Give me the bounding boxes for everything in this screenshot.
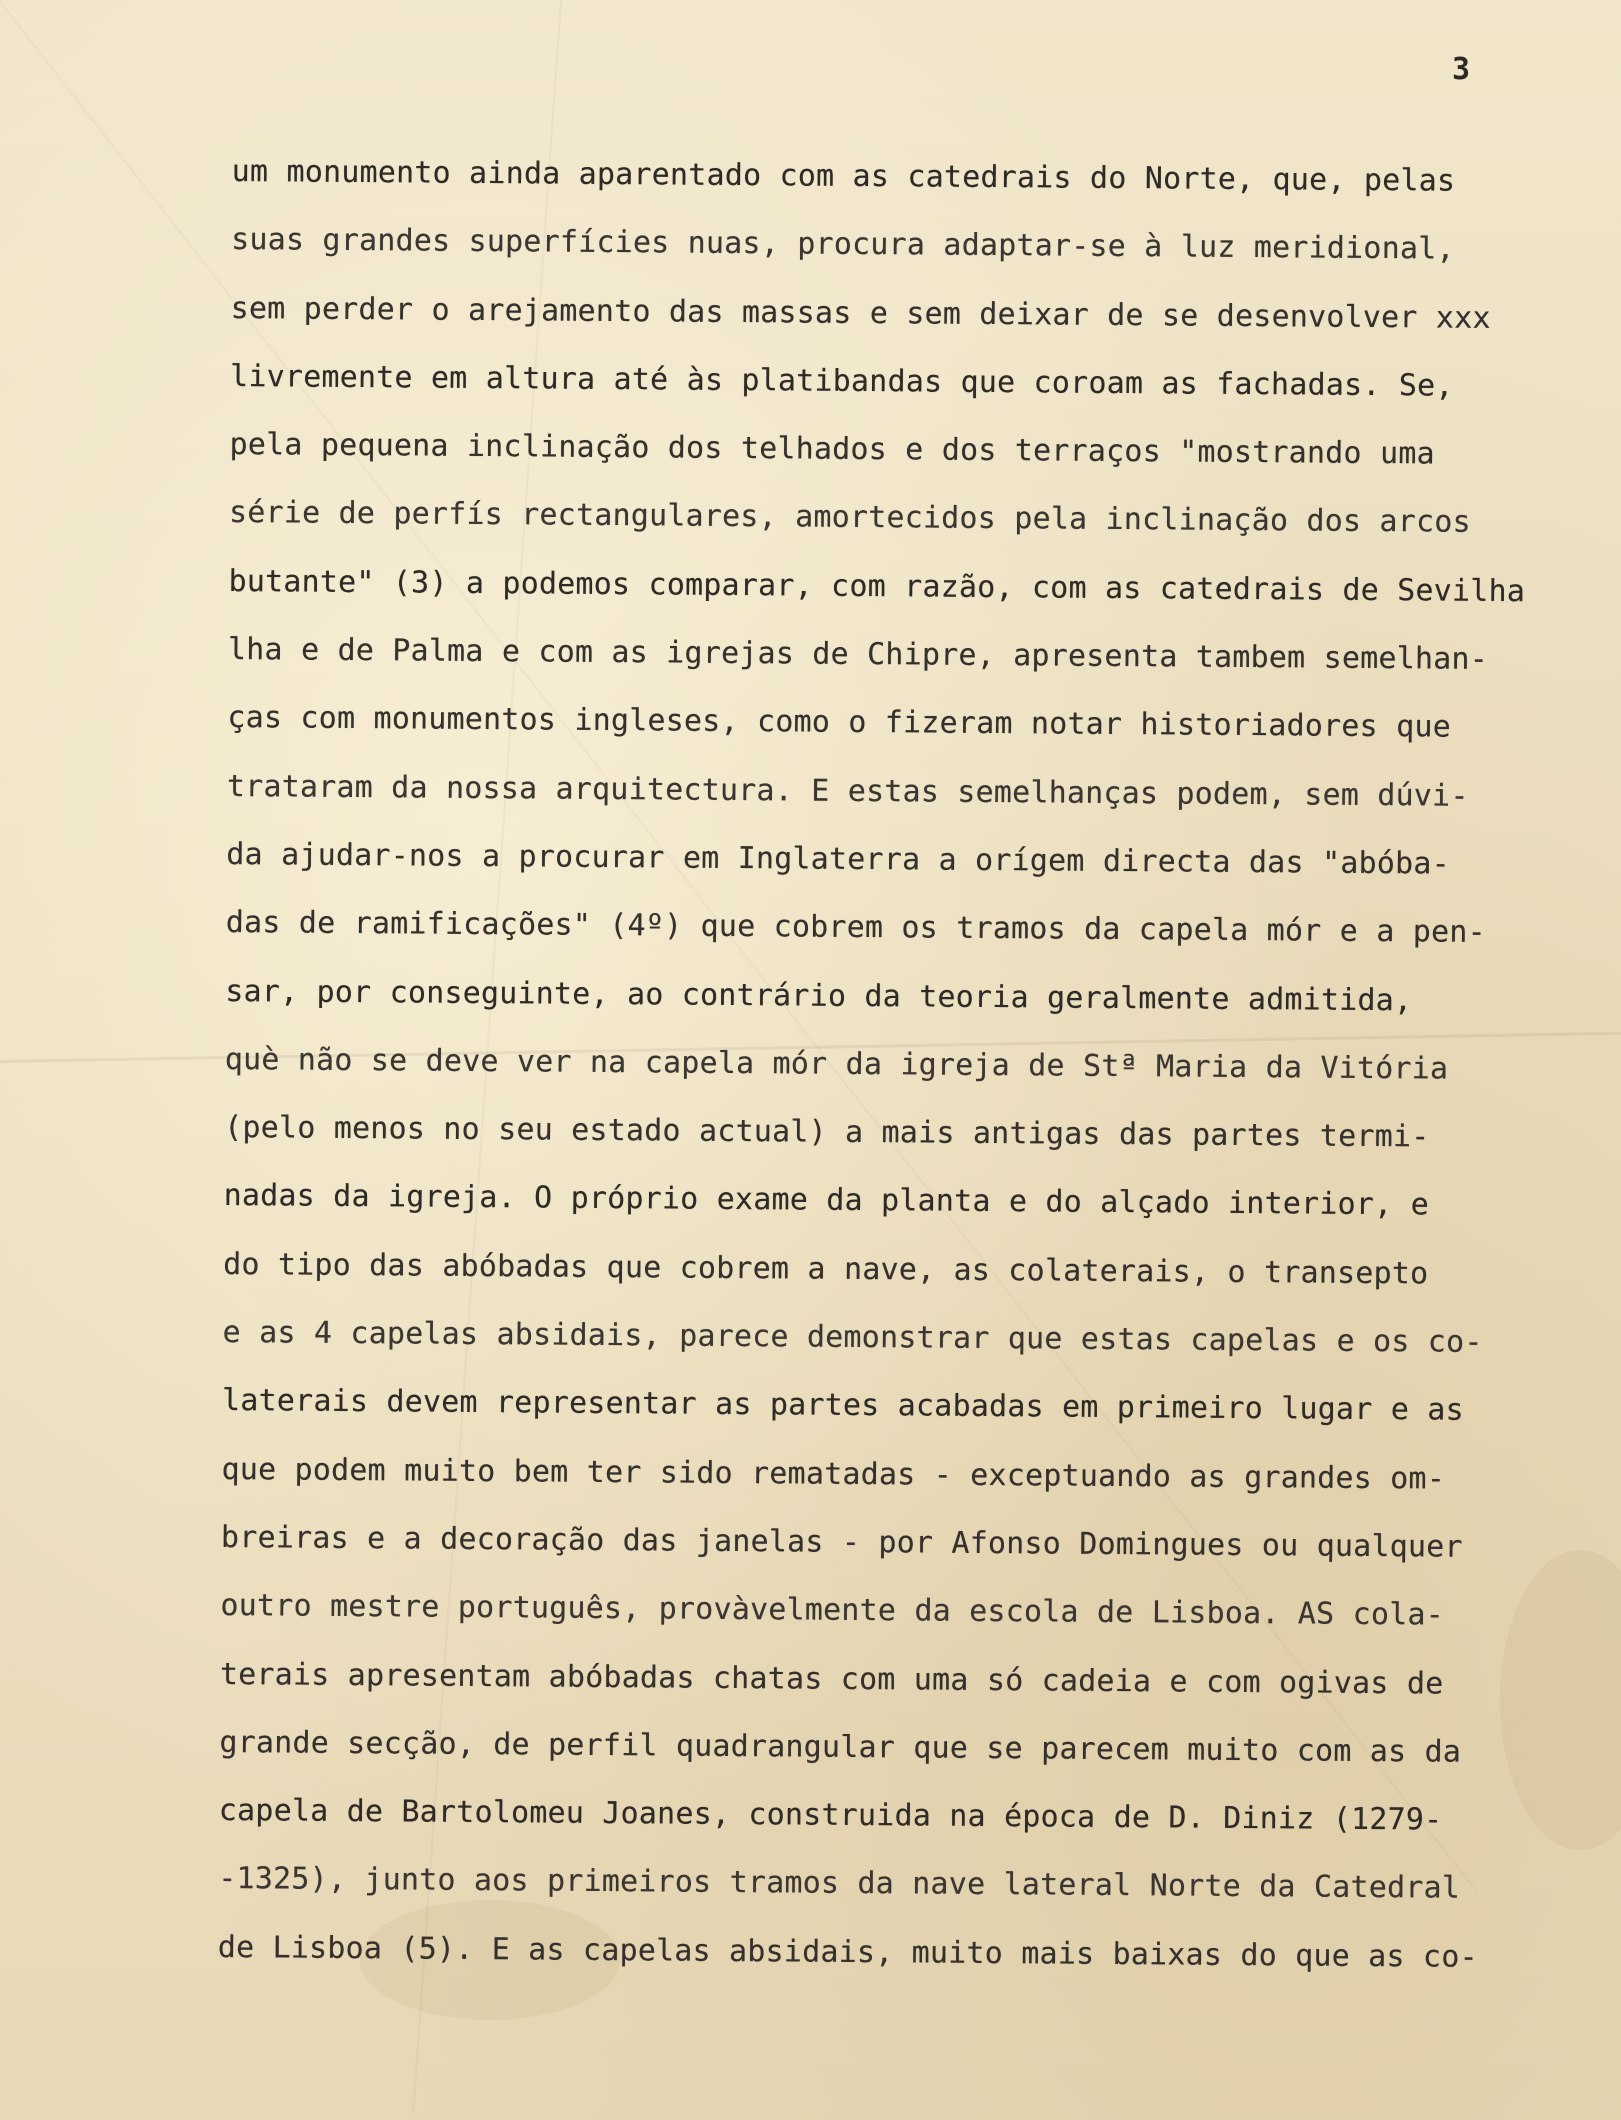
text-line: do tipo das abóbadas que cobrem a nave, as colaterais, o transepto: [223, 1246, 1429, 1292]
text-line: sar, por conseguinte, ao contrário da teoria geralmente admitida,: [225, 973, 1413, 1018]
text-line: breiras e a decoração das janelas - por Afonso Domingues ou qualquer: [220, 1519, 1463, 1565]
text-line: que podem muito bem ter sido rematadas - exceptuando as grandes om-: [221, 1451, 1446, 1497]
page-number: 3: [1452, 52, 1471, 87]
text-line: terais apresentam abóbadas chatas com uma só cadeia e com ogivas de: [219, 1656, 1444, 1702]
text-line: pela pequena inclinação dos telhados e dos terraços "mostrando uma: [229, 427, 1435, 472]
text-line: -1325), junto aos primeiros tramos da nave lateral Norte da Catedral: [218, 1861, 1461, 1907]
text-line: lha e de Palma e com as igrejas de Chipre, apresenta tambem semelhan-: [227, 632, 1489, 677]
text-line: ças com monumentos ingleses, como o fizeram notar historiadores que: [227, 700, 1452, 745]
text-line: capela de Bartolomeu Joanes, construida na época de D. Diniz (1279-: [218, 1793, 1443, 1838]
text-line: butante" (3) a podemos comparar, com razão, com as catedrais de Sevilha: [228, 563, 1526, 609]
text-line: (pelo menos no seu estado actual) a mais antigas das partes termi-: [224, 1110, 1430, 1155]
text-line: sem perder o arejamento das massas e sem deixar de se desenvolver xxx: [230, 290, 1491, 336]
text-line: laterais devem representar as partes acabadas em primeiro lugar e as: [221, 1383, 1464, 1429]
text-line: série de perfís rectangulares, amortecidos pela inclinação dos arcos: [228, 495, 1471, 541]
text-line: grande secção, de perfil quadrangular que se parecem muito com as da: [219, 1724, 1462, 1770]
text-line: què não se deve ver na capela mór da igreja de Stª Maria da Vitória: [224, 1041, 1449, 1087]
text-line: da ajudar-nos a procurar em Inglaterra a orígem directa das "abóba-: [226, 836, 1451, 882]
text-line: trataram da nossa arquitectura. E estas semelhanças podem, sem dúvi-: [226, 768, 1469, 814]
typewritten-text-body: [218, 138, 1592, 1993]
text-line: outro mestre português, provàvelmente da escola de Lisboa. AS cola-: [220, 1588, 1445, 1633]
text-line: de Lisboa (5). E as capelas absidais, muito mais baixas do que as co-: [217, 1929, 1478, 1975]
text-line: suas grandes superfícies nuas, procura adaptar-se à luz meridional,: [231, 222, 1455, 267]
text-line: livremente em altura até às platibandas que coroam as fachadas. Se,: [229, 358, 1454, 404]
text-line: das de ramificações" (4º) que cobrem os tramos da capela mór e a pen-: [225, 905, 1486, 951]
text-line: um monumento ainda aparentado com as catedrais do Norte, que, pelas: [231, 153, 1456, 199]
text-line: e as 4 capelas absidais, parece demonstrar que estas capelas e os co-: [222, 1315, 1483, 1360]
text-line: nadas da igreja. O próprio exame da planta e do alçado interior, e: [223, 1178, 1430, 1223]
